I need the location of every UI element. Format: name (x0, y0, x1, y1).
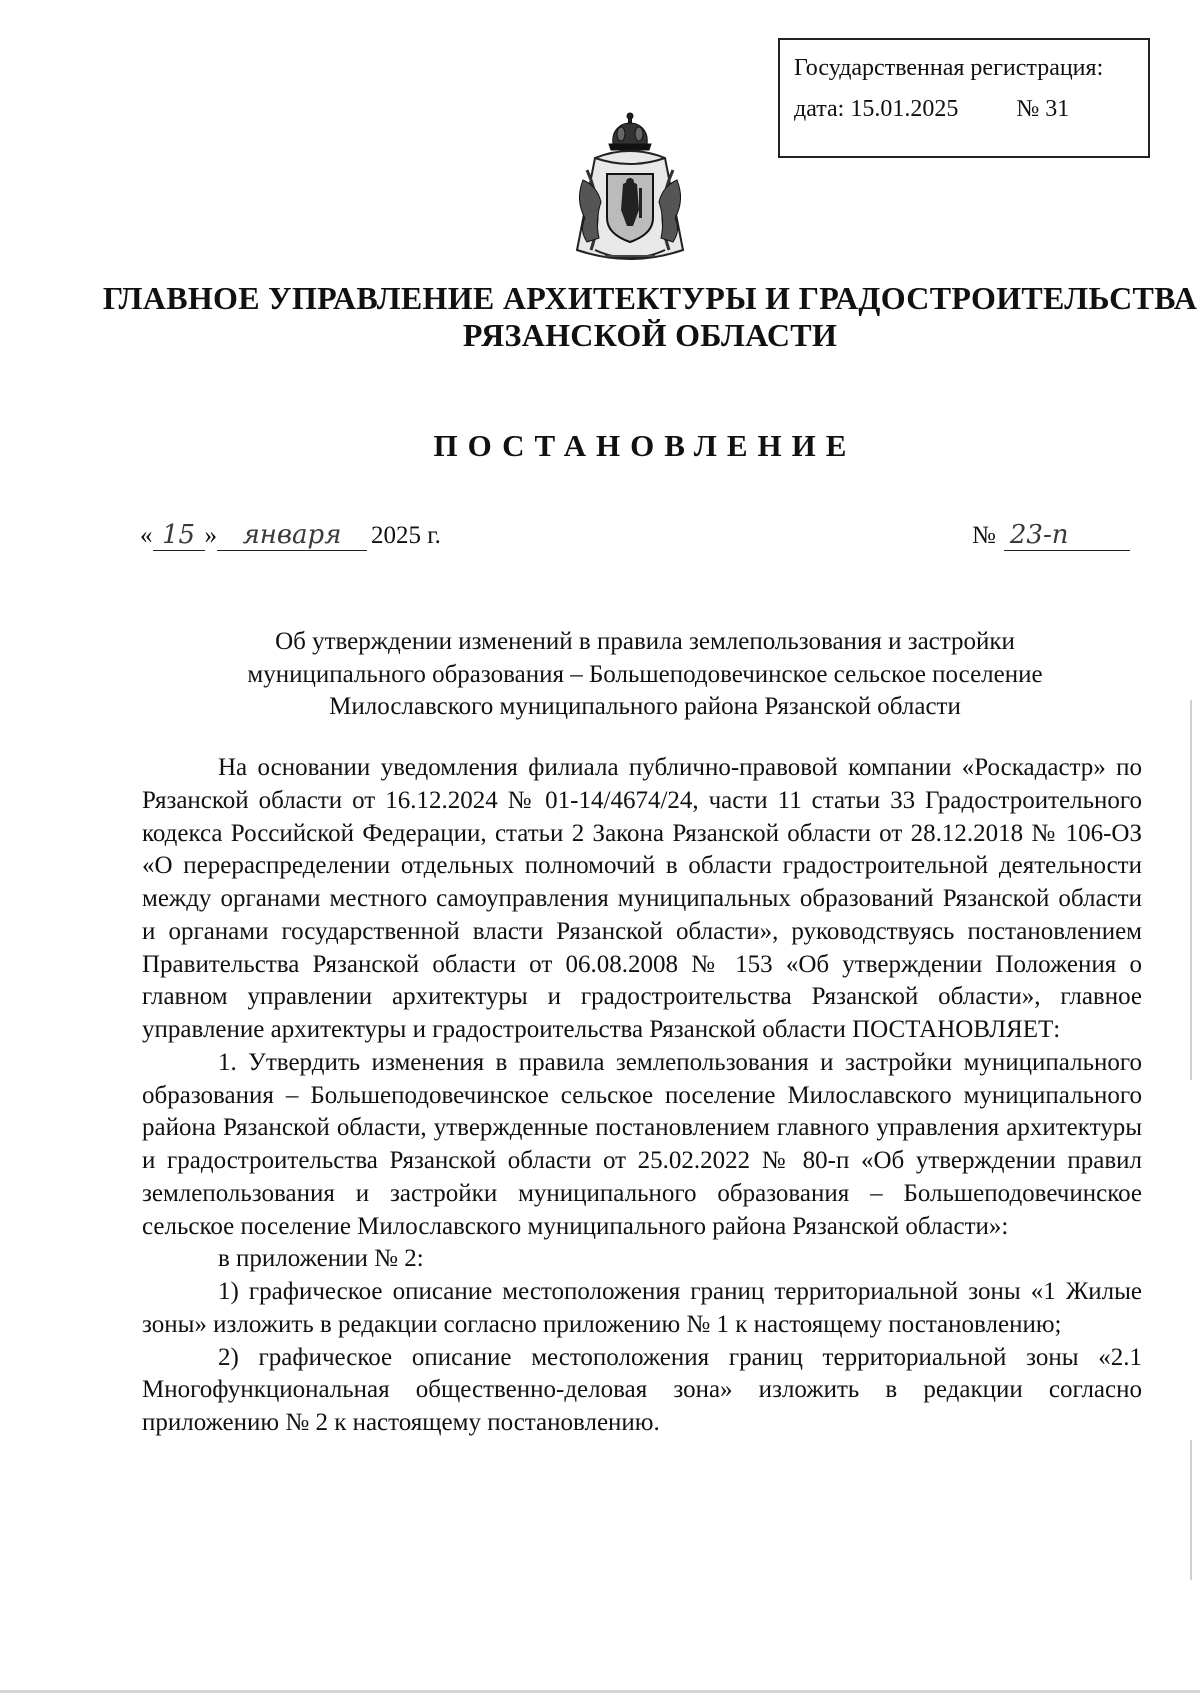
subitem-2-paragraph: 2) графическое описание местоположения границ территориальной зоны «2.1 Многофункциональная общественно-деловая зона» изложить в редакции согласно приложению № 2 к настоящему постановлению. (142, 1343, 1142, 1436)
registration-details (794, 95, 1134, 124)
subject-line3: Милославского муниципального района Рязанской области (329, 693, 961, 720)
handwritten-number: 23-п (1004, 520, 1130, 551)
registration-title: Государственная регистрация: (794, 55, 1104, 81)
date-open-quote: « (140, 522, 153, 549)
scan-bottom-edge (0, 1690, 1200, 1693)
coat-of-arms-icon (565, 110, 695, 270)
organization-title (60, 280, 1200, 354)
registration-stamp (778, 38, 1150, 158)
organization-title-line1: ГЛАВНОЕ УПРАВЛЕНИЕ АРХИТЕКТУРЫ И ГРАДОСТРОИТЕЛЬСТВА (102, 280, 1198, 316)
document-date (140, 520, 441, 551)
date-close-quote: » (204, 522, 217, 549)
handwritten-day: 15 (153, 520, 205, 551)
date-year: 2025 г. (371, 522, 441, 549)
item-1-paragraph: 1. Утвердить изменения в правила землепользования и застройки муниципального образования – Большеподовечинское сельское поселение Милославского муниципального района Рязанской области, утвержденные постановлением главного управления архитектуры и градостроительства Рязанской области от 25.02.2022 № 80-п «Об утверждении правил землепользования и застройки муниципального образования – Большеподовечинское сельское поселение Милославского муниципального района Рязанской области»: (142, 1048, 1142, 1240)
document-number (972, 520, 1130, 551)
subject-line1: Об утверждении изменений в правила землепользования и застройки (275, 628, 1015, 655)
number-label: № (972, 522, 996, 549)
subject-line2: муниципального образования – Большеподовечинское сельское поселение (247, 660, 1043, 688)
document-type-heading: ПОСТАНОВЛЕНИЕ (433, 428, 857, 463)
handwritten-month: января (217, 520, 367, 551)
document-subject (130, 626, 1160, 724)
subitem-1-paragraph: 1) графическое описание местоположения границ территориальной зоны «1 Жилые зоны» изложить в редакции согласно приложению № 1 к настоящему постановлению; (142, 1278, 1142, 1338)
document-body (142, 752, 1142, 1440)
organization-title-line2: РЯЗАНСКОЙ ОБЛАСТИ (462, 316, 838, 353)
scan-edge-mark (1190, 1440, 1192, 1580)
registration-date: дата: 15.01.2025 (794, 95, 959, 122)
registration-number: № 31 (1016, 95, 1070, 122)
appendix-intro-paragraph: в приложении № 2: (218, 1245, 424, 1273)
preamble-paragraph: На основании уведомления филиала публично-правовой компании «Роскадастр» по Рязанской области от 16.12.2024 № 01-14/4674/24, части 11 статьи 33 Градостроительного кодекса Российской Федерации, статьи 2 Закона Рязанской области от 28.12.2018 № 106-ОЗ «О перераспределении отдельных полномочий в области градостроительной деятельности между органами местного самоуправления муниципальных образований Рязанской области и органами государственной власти Рязанской области», руководствуясь постановлением Правительства Рязанской области от 06.08.2008 № 153 «Об утверждении Положения о главном управлении архитектуры и градостроительства Рязанской области», главное управление архитектуры и градостроительства Рязанской области ПОСТАНОВЛЯЕТ: (142, 754, 1142, 1043)
scan-edge-mark (1190, 700, 1192, 1080)
